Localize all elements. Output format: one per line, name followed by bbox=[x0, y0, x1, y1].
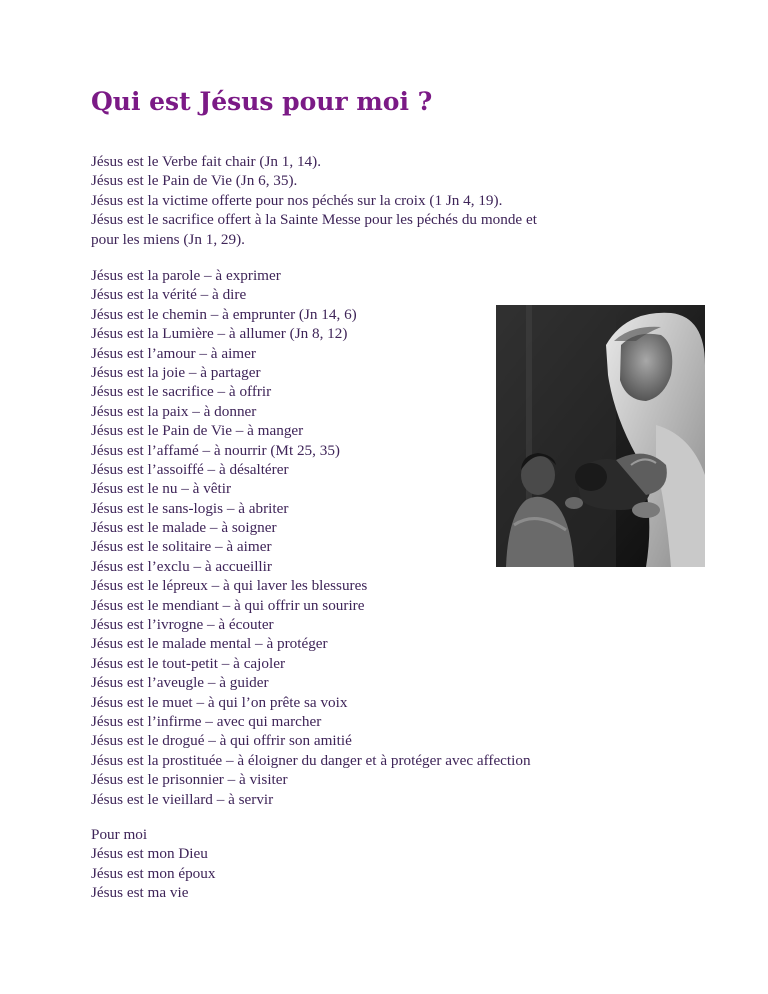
intro-line: Jésus est le Verbe fait chair (Jn 1, 14). bbox=[91, 153, 321, 170]
litany-line: Jésus est l’aveugle – à guider bbox=[91, 674, 269, 692]
litany-line: Jésus est le lépreux – à qui laver les blessures bbox=[91, 577, 368, 595]
black-white-photo bbox=[496, 305, 705, 567]
intro-line: Jésus est le sacrifice offert à la Sainte Messe pour les péchés du monde et bbox=[91, 211, 537, 229]
intro-paragraph bbox=[91, 152, 537, 249]
litany-line: Jésus est le prisonnier – à visiter bbox=[91, 771, 288, 789]
litany-line: Jésus est l’affamé – à nourrir (Mt 25, 35) bbox=[91, 441, 340, 459]
litany-line: Jésus est le sans-logis – à abriter bbox=[91, 499, 289, 517]
litany-line: Jésus est l’amour – à aimer bbox=[91, 344, 256, 362]
litany-line: Jésus est le Pain de Vie – à manger bbox=[91, 422, 304, 440]
intro-line: Jésus est le Pain de Vie (Jn 6, 35). bbox=[91, 172, 298, 190]
litany-line: Jésus est l’infirme – avec qui marcher bbox=[91, 712, 322, 730]
litany-line: Jésus est le chemin – à emprunter (Jn 14, 6) bbox=[91, 305, 357, 323]
litany-line: Jésus est le mendiant – à qui offrir un sourire bbox=[91, 596, 365, 614]
litany-line: Jésus est le drogué – à qui offrir son amitié bbox=[91, 732, 352, 750]
closing-line: Pour moi bbox=[91, 826, 148, 843]
litany-line: Jésus est l’assoiffé – à désaltérer bbox=[91, 460, 289, 478]
page-title: Qui est Jésus pour moi ? bbox=[91, 87, 433, 116]
litany-line: Jésus est la Lumière – à allumer (Jn 8, 12) bbox=[91, 325, 348, 343]
closing-paragraph bbox=[91, 825, 215, 903]
litany-line: Jésus est la paix – à donner bbox=[91, 402, 257, 420]
litany-line: Jésus est le nu – à vêtir bbox=[91, 480, 232, 498]
litany-line: Jésus est le malade – à soigner bbox=[91, 519, 277, 537]
intro-line: pour les miens (Jn 1, 29). bbox=[91, 230, 245, 248]
litany-line: Jésus est le solitaire – à aimer bbox=[91, 538, 272, 556]
closing-line: Jésus est mon époux bbox=[91, 864, 216, 882]
litany-line: Jésus est le muet – à qui l’on prête sa voix bbox=[91, 693, 348, 711]
closing-line: Jésus est mon Dieu bbox=[91, 845, 208, 863]
litany-line: Jésus est le sacrifice – à offrir bbox=[91, 383, 272, 401]
litany-list bbox=[91, 266, 531, 809]
litany-line: Jésus est l’ivrogne – à écouter bbox=[91, 616, 274, 634]
litany-line: Jésus est la prostituée – à éloigner du danger et à protéger avec affection bbox=[91, 751, 531, 769]
litany-line: Jésus est le vieillard – à servir bbox=[91, 790, 274, 808]
litany-line: Jésus est la joie – à partager bbox=[91, 363, 261, 381]
intro-line: Jésus est la victime offerte pour nos péchés sur la croix (1 Jn 4, 19). bbox=[91, 191, 503, 209]
photo-illustration bbox=[496, 305, 705, 567]
litany-line: Jésus est la parole – à exprimer bbox=[91, 267, 281, 284]
litany-line: Jésus est l’exclu – à accueillir bbox=[91, 557, 272, 575]
litany-line: Jésus est le tout-petit – à cajoler bbox=[91, 654, 286, 672]
closing-line: Jésus est ma vie bbox=[91, 884, 189, 902]
litany-line: Jésus est la vérité – à dire bbox=[91, 286, 247, 304]
litany-line: Jésus est le malade mental – à protéger bbox=[91, 635, 328, 653]
